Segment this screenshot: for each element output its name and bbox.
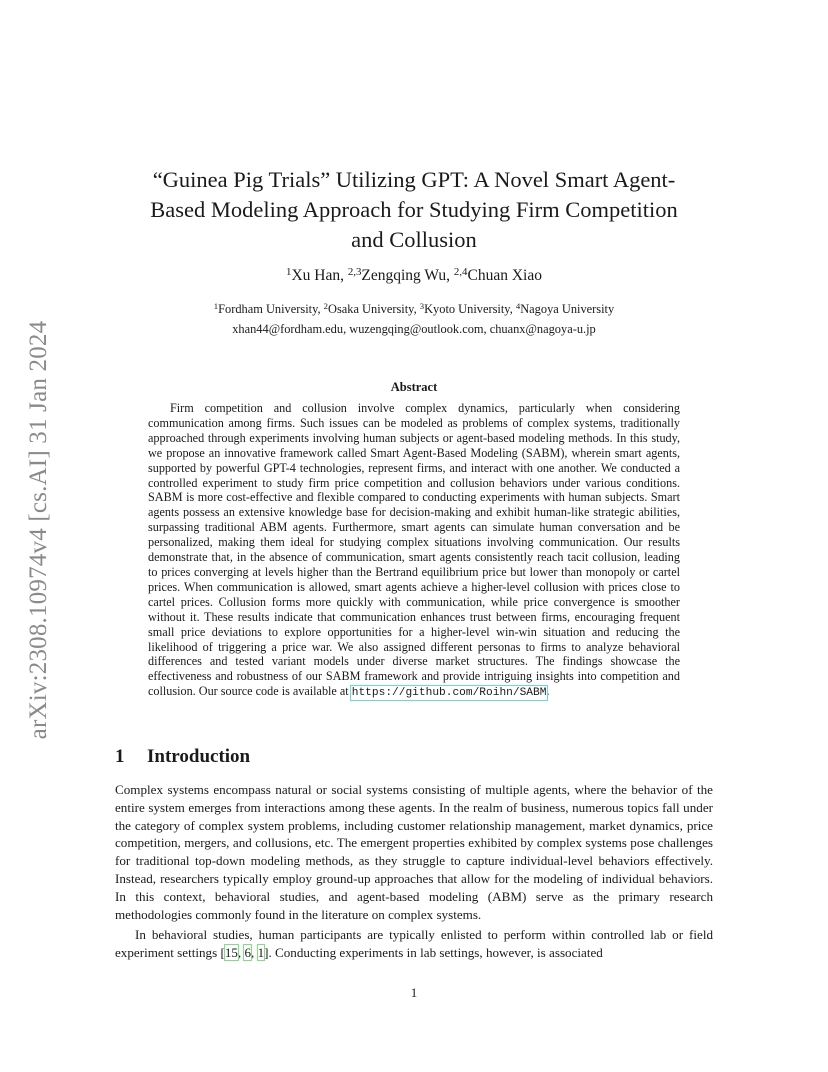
affiliation-2-sup: 2 bbox=[323, 301, 328, 312]
intro-paragraph-1: Complex systems encompass natural or social systems consisting of multiple agents, where the behavior of the entire system emerges from interactions among these agents. In the realm of business, numerous topics fall under the category of complex system problems, including customer relationship management, market dynamics, price competition, mergers, and collusions, etc. The emergent properties exhibited by complex systems pose challenges for traditional top-down modeling methods, as they struggle to capture individual-level behaviors effectively. Instead, researchers typically employ ground-up approaches that allow for the modeling of individual behaviors. In this context, behavioral studies, and agent-based modeling (ABM) serve as the primary research methodologies commonly found in the literature on complex systems. bbox=[115, 782, 713, 922]
author-3-name: Chuan Xiao bbox=[467, 267, 542, 284]
affiliations bbox=[120, 299, 708, 339]
citation-link[interactable]: 1 bbox=[257, 944, 265, 960]
author-emails: xhan44@fordham.edu, wuzengqing@outlook.com, chuanx@nagoya-u.jp bbox=[232, 322, 596, 336]
citation-link[interactable]: 6 bbox=[244, 944, 252, 960]
author-1-affil: 1 bbox=[286, 266, 292, 279]
affiliation-1-sup: 1 bbox=[213, 301, 219, 312]
abstract-end: . bbox=[546, 684, 550, 699]
page-number: 1 bbox=[410, 985, 418, 1000]
abstract-body bbox=[148, 401, 680, 701]
affiliation-3: Kyoto University bbox=[424, 302, 510, 316]
intro-paragraph-2-start: In behavioral studies, human participants are typically enlisted to perform within controlled lab or field experiment settings [ bbox=[115, 927, 713, 960]
author-2-name: Zengqing Wu bbox=[361, 267, 447, 284]
author-3-affil: 2,4 bbox=[453, 266, 468, 279]
intro-paragraph-2: In behavioral studies, human participants are typically enlisted to perform within controlled lab or field experiment settings [15, 6, 1]. Conducting experiments in lab settings, however, is associated bbox=[115, 927, 713, 960]
abstract-heading: Abstract bbox=[390, 380, 438, 394]
author-2-affil: 2,3 bbox=[347, 266, 362, 279]
affiliation-4-sup: 4 bbox=[515, 301, 521, 312]
section-title: Introduction bbox=[147, 746, 251, 767]
author-1-name: Xu Han bbox=[291, 267, 341, 284]
affiliation-list: $^1$Fordham University, $^2$Osaka University, $^3$Kyoto University, $^4$Nagoya University bbox=[213, 301, 615, 316]
affiliation-1: Fordham University bbox=[218, 302, 318, 316]
affiliation-4: Nagoya University bbox=[520, 302, 615, 316]
author-list: $^1$Xu Han, $^{2,3}$Zengqing Wu, $^{2,4}$Chuan Xiao bbox=[286, 266, 542, 284]
intro-paragraph-2-end: ]. Conducting experiments in lab settings, however, is associated bbox=[264, 944, 603, 960]
section-heading bbox=[115, 746, 250, 768]
section-number: 1 bbox=[115, 746, 125, 767]
citation-link[interactable]: 15 bbox=[224, 944, 238, 960]
paper-title: “Guinea Pig Trials” Utilizing GPT: A Novel Smart Agent-Based Modeling Approach for Studying Firm Competition and Collusion bbox=[150, 167, 678, 252]
abstract-text: Firm competition and collusion involve complex dynamics, particularly when considering communication among firms. Such issues can be modeled as problems of complex systems, traditionally approached through experiments involving human subjects or agent-based modeling methods. In this study, we propose an innovative framework called Smart Agent-Based Modeling (SABM), wherein smart agents, supported by powerful GPT-4 technologies, represent firms, and interact with one another. We conducted a controlled experiment to study firm price competition and collusion behaviors under various conditions. SABM is more cost-effective and flexible compared to conducting experiments with human subjects. Smart agents possess an extensive knowledge base for decision-making and exhibit human-like strategic abilities, surpassing traditional ABM agents. Furthermore, smart agents can simulate human conversation and be personalized, making them ideal for studying complex situations involving communication. Our results demonstrate that, in the absence of communication, smart agents consistently reach tacit collusion, leading to prices converging at levels higher than the Bertrand equilibrium price but lower than monopoly or cartel prices. When communication is allowed, smart agents achieve a higher-level collusion with prices close to cartel prices. Collusion forms more quickly with communication, while price convergence is smoother without it. These results indicate that communication enhances trust between firms, encouraging frequent small price deviations to explore opportunities for a higher-level win-win situation and reducing the likelihood of triggering a price war. We also assigned different personas to firms to analyze behavioral differences and tested variant models under diverse market structures. The findings showcase the effectiveness and robustness of our SABM framework and provide intriguing insights into competition and collusion. Our source code is available at bbox=[148, 401, 680, 699]
arxiv-identifier bbox=[21, 300, 57, 760]
affiliation-2: Osaka University bbox=[328, 302, 414, 316]
source-code-link[interactable]: https://github.com/Roihn/SABM bbox=[351, 687, 547, 700]
affiliation-3-sup: 3 bbox=[419, 301, 425, 312]
arxiv-id-text: arXiv:2308.10974v4 [cs.AI] 31 Jan 2024 bbox=[25, 320, 52, 740]
